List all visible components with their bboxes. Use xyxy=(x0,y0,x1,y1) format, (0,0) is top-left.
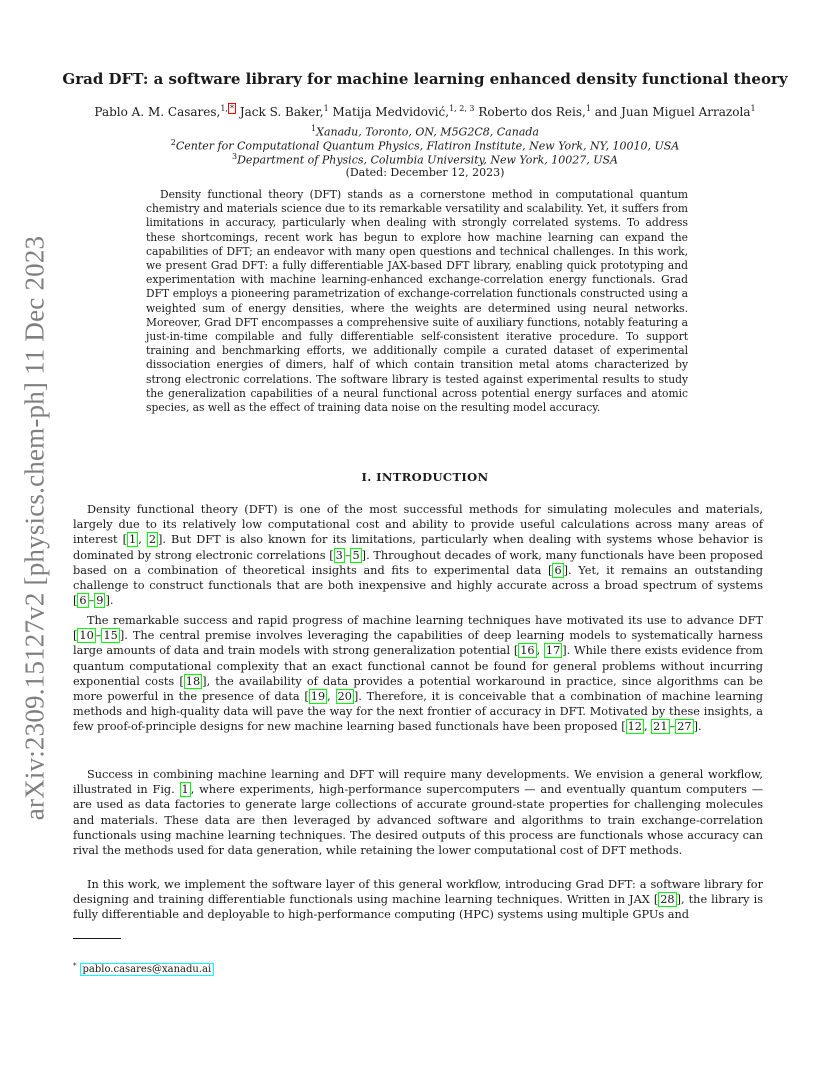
citation-link[interactable]: 3 xyxy=(335,548,343,562)
author-name: Pablo A. M. Casares, xyxy=(94,105,221,119)
intro-paragraph-4: In this work, we implement the software layer of this general workflow, introducing Grad DFT: a software library for designing and training differentiable functionals using machine learning techniques. Written in JAX [ 28 ], the library is fully differentiable and deployable to high-performance computing (HPC) systems using multiple GPUs and xyxy=(73,878,764,922)
citation-link[interactable]: 20 xyxy=(337,690,352,704)
citation-link[interactable]: 16 xyxy=(520,644,535,658)
citation-link[interactable]: 9 xyxy=(96,594,104,608)
author-name: Jack S. Baker, xyxy=(239,105,324,119)
intro-paragraph-1: Density functional theory (DFT) is one of the most successful methods for simulating molecules and materials, largely due to its relatively low computational cost and ability to provide useful calculations across many areas of interest [ 1 , 2 ]. But DFT is also known for its limitations, particularly when dealing with systems whose behavior is dominated by strong electronic correlations [ 3 – 5 ]. Throughout decades of work, many functionals have been proposed based on a combination of theoretical insights and fits to experimental data [ 6 ]. Yet, it remains an outstanding challenge to construct functionals that are both inexpensive and highly accurate across a broad spectrum of systems [ 6 – 9 ]. xyxy=(73,503,764,608)
citation-link[interactable]: 1 xyxy=(129,533,137,547)
intro-paragraph-2: The remarkable success and rapid progress of machine learning techniques have motivated its use to advance DFT [ 10 – 15 ]. The central premise involves leveraging the capabilities of deep learning models to systematically harness large amounts of data and train models with strong generalization potential [ 16 , 17 ]. While there exists evidence from quantum computational complexity that an exact functional cannot be found for general problems without incurring exponential costs [ 18 ], the availability of data provides a potential workaround in practice, since algorithms can be more powerful in the presence of data [ 19 , 20 ]. Therefore, it is conceivable that a combination of machine learning methods and high-quality data will pave the way for the next frontier of accuracy in DFT. Motivated by these insights, a few proof-of-principle designs for new machine learning based functionals have been proposed [ 12 , 21 – 27 ]. xyxy=(73,614,764,734)
author-affiliation-mark: 1 xyxy=(750,104,756,113)
citation-link[interactable]: 17 xyxy=(545,644,561,658)
paper-title: Grad DFT: a software library for machine learning enhanced density functional theory xyxy=(62,70,788,88)
citation-link[interactable]: 18 xyxy=(185,674,201,688)
citation-link[interactable]: 19 xyxy=(310,690,326,704)
affiliation-number: 1 xyxy=(311,124,317,133)
affiliation-text: Xanadu, Toronto, ON, M5G2C8, Canada xyxy=(316,125,539,139)
arxiv-id-text: arXiv:2309.15127v2 [physics.chem-ph] 11 Dec 2023 xyxy=(19,235,50,821)
citation-link[interactable]: 27 xyxy=(677,720,692,734)
affiliation-number: 2 xyxy=(170,138,176,147)
corresponding-author-footnote-link[interactable]: * xyxy=(229,104,234,113)
footnote-rule xyxy=(73,938,121,939)
citation-link[interactable]: 2 xyxy=(148,533,157,547)
citation-link[interactable]: 28 xyxy=(660,893,675,907)
citation-link[interactable]: 12 xyxy=(627,720,642,734)
citation-link[interactable]: 21 xyxy=(653,720,668,734)
affiliation-2 xyxy=(60,138,790,153)
author-list xyxy=(60,104,790,119)
author-name: Roberto dos Reis, xyxy=(478,105,586,119)
footnote-mark: * xyxy=(73,962,77,970)
abstract: Density functional theory (DFT) stands as a cornerstone method in computational quantum chemistry and materials science due to its remarkable versatility and scalability. Yet, it suffers from limitations in accuracy, particularly when dealing with strongly correlated systems. To address these shortcomings, recent work has begun to explore how machine learning can expand the capabilities of DFT; an endeavor with many open questions and technical challenges. In this work, we present Grad DFT: a fully differentiable JAX-based DFT library, enabling quick prototyping and experimentation with machine learning-enhanced exchange-correlation energy functionals. Grad DFT employs a pioneering parametrization of exchange-correlation functionals constructed using a weighted sum of energy densities, where the weights are determined using neural networks. Moreover, Grad DFT encompasses a comprehensive suite of auxiliary functions, notably featuring a just-in-time compilable and fully differentiable self-consistent iterative procedure. To support training and benchmarking efforts, we additionally compile a curated dataset of experimental dissociation energies of dimers, half of which contain transition metal atoms characterized by strong electronic correlations. The software library is tested against experimental results to study the generalization capabilities of a neural functional across potential energy surfaces and atomic species, as well as the effect of training data noise on the resulting model accuracy. xyxy=(146,188,688,415)
citation-link[interactable]: 5 xyxy=(352,548,360,562)
citation-link[interactable]: 10 xyxy=(79,629,94,643)
affiliation-3 xyxy=(60,152,790,167)
email-link[interactable]: pablo.casares@xanadu.ai xyxy=(80,963,215,976)
affiliation-1 xyxy=(60,124,790,139)
affiliation-text: Center for Computational Quantum Physics, Flatiron Institute, New York, NY, 10010, USA xyxy=(175,139,680,153)
author-name: Matija Medvidović, xyxy=(332,105,450,119)
citation-link[interactable]: 6 xyxy=(554,563,562,577)
author-affiliation-mark: 1 xyxy=(585,104,591,113)
author-affiliation-mark: 1 xyxy=(323,104,329,113)
footnote xyxy=(73,962,214,975)
author-affiliation-mark: 1, xyxy=(220,104,228,113)
citation-link[interactable]: 6 xyxy=(79,594,87,608)
date-line: (Dated: December 12, 2023) xyxy=(345,166,505,179)
affiliation-text: Department of Physics, Columbia University, New York, 10027, USA xyxy=(237,153,618,167)
intro-paragraph-3: Success in combining machine learning and DFT will require many developments. We envision a general workflow, illustrated in Fig. 1 , where experiments, high-performance supercomputers — and eventually quantum computers — are used as data factories to generate large collections of accurate ground-state properties for challenging molecules and materials. These data are then leveraged by advanced software and algorithms to train exchange-correlation functionals using machine learning techniques. The desired outputs of this process are functionals whose accuracy can rival the methods used for data generation, while retaining the lower computational cost of DFT methods. xyxy=(73,768,763,858)
affiliation-number: 3 xyxy=(232,152,238,161)
section-heading-introduction: I. INTRODUCTION xyxy=(361,470,489,484)
author-affiliation-mark: 1, 2, 3 xyxy=(449,104,475,113)
citation-link[interactable]: 15 xyxy=(103,629,118,643)
author-name: and Juan Miguel Arrazola xyxy=(594,105,751,119)
figure-link[interactable]: 1 xyxy=(181,783,189,797)
